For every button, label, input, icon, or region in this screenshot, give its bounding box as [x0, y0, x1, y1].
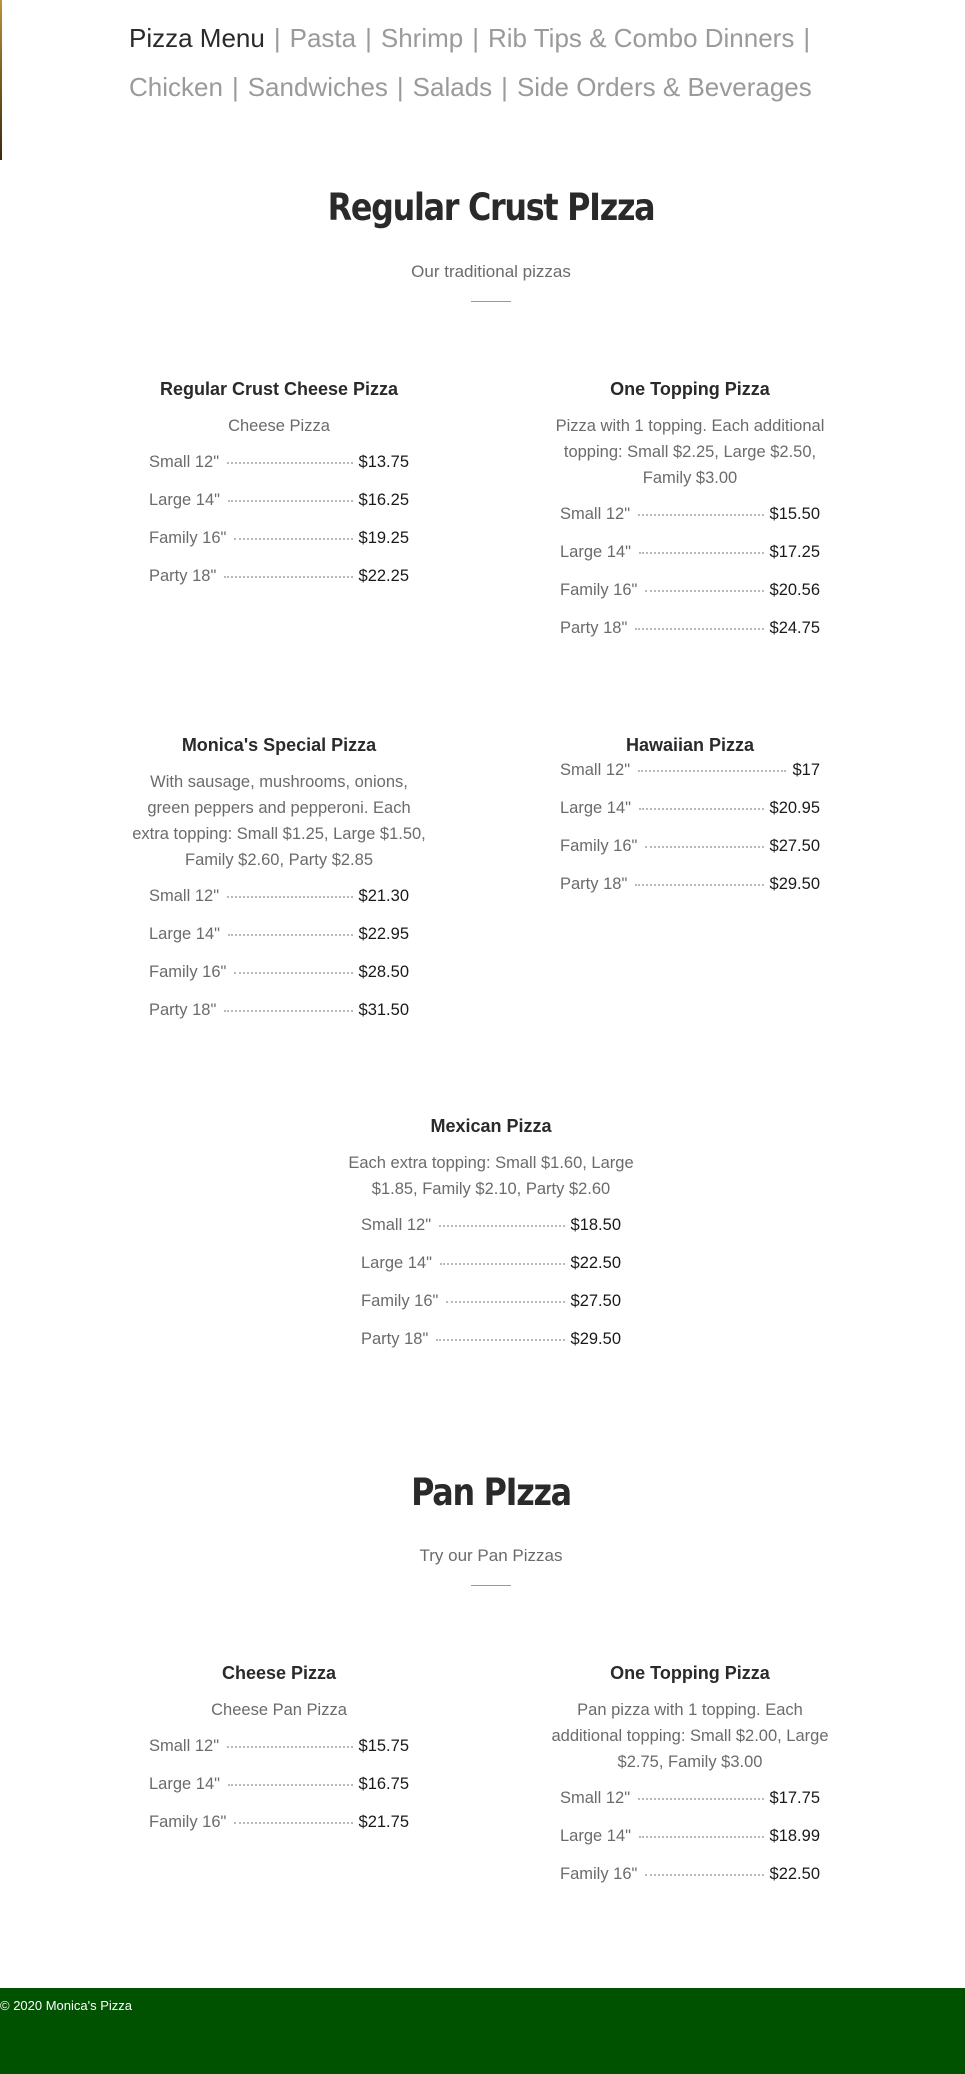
dot-leader [228, 500, 353, 502]
price-list [341, 1216, 641, 1368]
dot-leader [638, 1798, 763, 1800]
menu-item-mexican-pizza [341, 1114, 641, 1368]
size-label: Family 16" [560, 837, 638, 855]
dot-leader [638, 770, 786, 772]
nav-separator: | [501, 72, 508, 102]
dot-leader [635, 628, 763, 630]
price-row [560, 799, 820, 837]
price-value: $16.75 [358, 1775, 409, 1793]
price-row [560, 1827, 820, 1865]
nav-link-pasta[interactable]: Pasta [289, 23, 357, 53]
price-row [361, 1330, 621, 1368]
dot-leader [639, 1836, 764, 1838]
price-row [149, 567, 409, 605]
item-name: Regular Crust Cheese Pizza [159, 379, 399, 399]
price-row [149, 529, 409, 567]
price-value: $16.25 [358, 491, 409, 509]
menu-item-one-topping-pizza [540, 377, 840, 657]
price-value: $18.99 [769, 1827, 820, 1845]
section-subtitle-pan-pizza: Try our Pan Pizzas [419, 1546, 563, 1565]
size-label: Party 18" [149, 1001, 217, 1019]
price-row [560, 505, 820, 543]
dot-leader [234, 972, 352, 974]
dot-leader [234, 1822, 352, 1824]
price-row [149, 1001, 409, 1039]
price-row [149, 1813, 409, 1851]
left-edge-image-strip [0, 0, 2, 160]
section-divider [471, 301, 511, 302]
dot-leader [440, 1263, 565, 1265]
size-label: Family 16" [361, 1292, 439, 1310]
price-value: $20.95 [769, 799, 820, 817]
price-list [129, 453, 429, 605]
price-row [560, 761, 820, 799]
item-name: Monica's Special Pizza [181, 735, 377, 755]
price-value: $22.50 [570, 1254, 621, 1272]
price-row [361, 1216, 621, 1254]
nav-link-salads[interactable]: Salads [412, 72, 493, 102]
price-row [560, 581, 820, 619]
dot-leader [234, 538, 352, 540]
nav-separator: | [396, 72, 404, 102]
menu-item-hawaiian-pizza [540, 733, 840, 913]
size-label: Small 12" [560, 1789, 631, 1807]
nav-separator: | [803, 23, 811, 53]
price-row [149, 887, 409, 925]
dot-leader [645, 1874, 763, 1876]
size-label: Small 12" [149, 887, 220, 905]
price-value: $15.75 [358, 1737, 409, 1755]
price-value: $28.50 [358, 963, 409, 981]
item-description: Pizza with 1 topping. Each additional topping: Small $2.25, Large $2.50, Family $3.00 [555, 417, 825, 487]
price-row [560, 543, 820, 581]
dot-leader [446, 1301, 564, 1303]
section-title-pan-pizza: Pan PIzza [411, 1471, 571, 1514]
price-list [540, 761, 840, 913]
price-list [129, 887, 429, 1039]
price-row [149, 1775, 409, 1813]
item-name: One Topping Pizza [610, 1663, 770, 1683]
size-label: Large 14" [560, 543, 631, 561]
size-label: Party 18" [149, 567, 217, 585]
item-name: Cheese Pizza [221, 1663, 337, 1683]
dot-leader [436, 1339, 564, 1341]
item-name: Mexican Pizza [430, 1116, 552, 1136]
size-label: Small 12" [560, 505, 631, 523]
site-footer [0, 1988, 965, 2074]
size-label: Party 18" [560, 875, 628, 893]
nav-link-side-orders[interactable]: Side Orders & Beverages [516, 72, 812, 102]
size-label: Large 14" [149, 925, 220, 943]
menu-item-regular-cheese-pizza [129, 377, 429, 605]
nav-link-shrimp[interactable]: Shrimp [380, 23, 464, 53]
size-label: Family 16" [149, 1813, 227, 1831]
price-row [149, 491, 409, 529]
nav-separator: | [231, 72, 239, 102]
price-row [149, 453, 409, 491]
price-list [540, 1789, 840, 1903]
price-row [149, 963, 409, 1001]
dot-leader [227, 1746, 352, 1748]
price-value: $18.50 [570, 1216, 621, 1234]
dot-leader [638, 514, 763, 516]
price-list [540, 505, 840, 657]
price-value: $17.75 [769, 1789, 820, 1807]
price-row [560, 837, 820, 875]
size-label: Small 12" [149, 453, 220, 471]
item-description: Cheese Pizza [228, 417, 330, 435]
price-value: $17.25 [769, 543, 820, 561]
nav-link-sandwiches[interactable]: Sandwiches [247, 72, 388, 102]
section-divider [471, 1585, 511, 1586]
price-value: $21.75 [358, 1813, 409, 1831]
price-value: $27.50 [769, 837, 820, 855]
dot-leader [227, 896, 352, 898]
size-label: Party 18" [361, 1330, 429, 1348]
price-row [560, 875, 820, 913]
size-label: Large 14" [560, 1827, 631, 1845]
price-value: $22.25 [358, 567, 409, 585]
dot-leader [635, 884, 763, 886]
size-label: Family 16" [149, 529, 227, 547]
footer-copyright: © 2020 Monica's Pizza [0, 1998, 133, 2013]
price-row [560, 619, 820, 657]
section-subtitle-regular-crust: Our traditional pizzas [411, 262, 571, 281]
price-row [149, 1737, 409, 1775]
size-label: Large 14" [149, 491, 220, 509]
price-value: $15.50 [769, 505, 820, 523]
size-label: Party 18" [560, 619, 628, 637]
nav-separator: | [273, 23, 281, 53]
item-description: With sausage, mushrooms, onions, green peppers and pepperoni. Each extra topping: Small $1.25, Large $1.50, Family $2.60, Party $2.85 [132, 773, 426, 869]
category-nav [129, 14, 849, 112]
item-description: Cheese Pan Pizza [211, 1701, 347, 1719]
size-label: Small 12" [560, 761, 631, 779]
nav-separator: | [365, 23, 372, 53]
price-value: $21.30 [358, 887, 409, 905]
size-label: Small 12" [361, 1216, 432, 1234]
menu-item-pan-cheese-pizza [129, 1661, 429, 1851]
item-name: One Topping Pizza [610, 379, 770, 399]
size-label: Large 14" [560, 799, 631, 817]
size-label: Family 16" [149, 963, 227, 981]
nav-link-pizza-menu[interactable]: Pizza Menu [129, 23, 265, 53]
nav-link-rib-tips[interactable]: Rib Tips & Combo Dinners [488, 23, 795, 53]
price-value: $17 [792, 761, 820, 779]
dot-leader [228, 1784, 353, 1786]
size-label: Large 14" [361, 1254, 432, 1272]
dot-leader [224, 576, 352, 578]
price-value: $29.50 [769, 875, 820, 893]
price-value: $29.50 [570, 1330, 621, 1348]
item-description: Pan pizza with 1 topping. Each additional topping: Small $2.00, Large $2.75, Family $3.00 [551, 1701, 829, 1771]
price-value: $22.50 [769, 1865, 820, 1883]
nav-link-chicken[interactable]: Chicken [129, 72, 223, 102]
price-value: $31.50 [358, 1001, 409, 1019]
size-label: Family 16" [560, 1865, 638, 1883]
price-row [560, 1789, 820, 1827]
size-label: Large 14" [149, 1775, 220, 1793]
price-value: $24.75 [769, 619, 820, 637]
price-row [361, 1254, 621, 1292]
price-value: $27.50 [570, 1292, 621, 1310]
dot-leader [227, 462, 352, 464]
menu-item-pan-one-topping-pizza [540, 1661, 840, 1903]
section-title-regular-crust: Regular Crust PIzza [327, 186, 655, 229]
dot-leader [645, 590, 763, 592]
size-label: Family 16" [560, 581, 638, 599]
price-value: $22.95 [358, 925, 409, 943]
item-description: Each extra topping: Small $1.60, Large $1.85, Family $2.10, Party $2.60 [348, 1154, 634, 1198]
dot-leader [224, 1010, 352, 1012]
price-row [149, 925, 409, 963]
dot-leader [645, 846, 763, 848]
menu-item-monicas-special-pizza [129, 733, 429, 1039]
size-label: Small 12" [149, 1737, 220, 1755]
price-value: $20.56 [769, 581, 820, 599]
nav-separator: | [472, 23, 479, 53]
dot-leader [439, 1225, 564, 1227]
item-name: Hawaiian Pizza [625, 735, 755, 755]
dot-leader [639, 808, 764, 810]
dot-leader [228, 934, 353, 936]
dot-leader [639, 552, 764, 554]
price-row [560, 1865, 820, 1903]
price-value: $19.25 [358, 529, 409, 547]
price-list [129, 1737, 429, 1851]
price-row [361, 1292, 621, 1330]
price-value: $13.75 [358, 453, 409, 471]
